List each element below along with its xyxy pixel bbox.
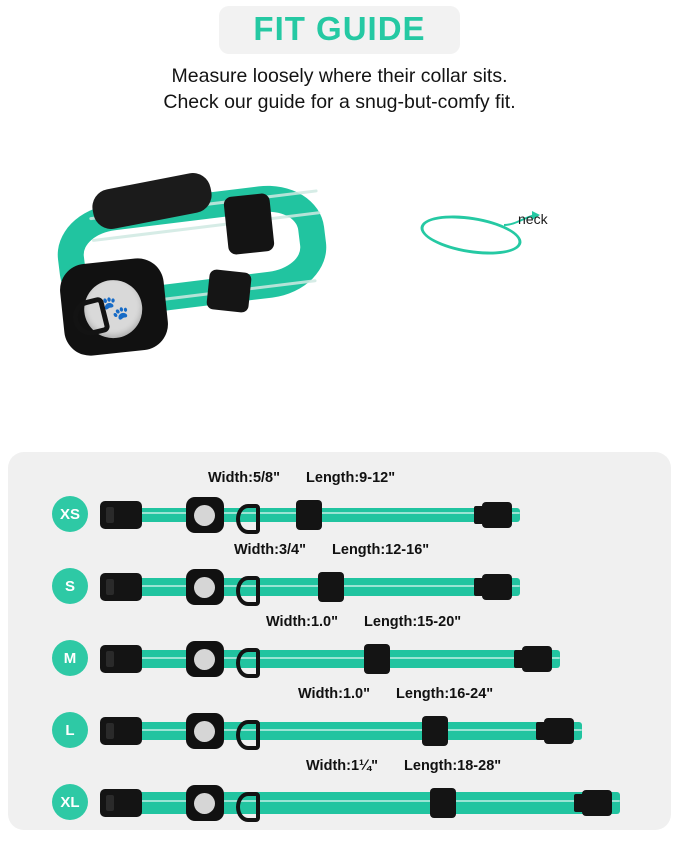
collar-strap — [100, 722, 582, 740]
size-length-m: Length:15-20" — [364, 614, 462, 630]
size-dims-xs — [208, 470, 417, 486]
collar-buckle — [100, 717, 142, 745]
airtag-holder — [186, 713, 224, 749]
dog-image — [352, 119, 668, 419]
d-ring-icon — [236, 504, 260, 534]
size-badge-xl: XL — [52, 784, 88, 820]
collar-buckle — [223, 193, 275, 255]
subtitle-line-2: Check our guide for a snug-but-comfy fit. — [163, 91, 516, 113]
d-ring-icon — [236, 792, 260, 822]
collar-slider — [296, 500, 322, 530]
collar-prong — [482, 574, 512, 600]
size-width-l: Width:1.0" — [298, 686, 370, 702]
collar-graphic-xl — [100, 786, 620, 820]
d-ring-icon — [236, 648, 260, 678]
reflective-stripe — [100, 729, 582, 731]
airtag-holder — [186, 785, 224, 821]
size-length-xl: Length:18-28" — [404, 758, 502, 774]
airtag-disc — [194, 793, 215, 814]
airtag-holder — [186, 569, 224, 605]
collar-buckle — [100, 645, 142, 673]
size-width-xl: Width:1¼" — [306, 758, 378, 774]
size-dims-s — [234, 542, 451, 558]
collar-strap — [100, 650, 560, 668]
dog-image-backdrop — [352, 119, 668, 419]
size-badge-s: S — [52, 568, 88, 604]
collar-prong — [582, 790, 612, 816]
size-length-xs: Length:9-12" — [306, 470, 396, 486]
collar-strap — [100, 792, 620, 814]
airtag-holder — [186, 497, 224, 533]
collar-graphic-xs — [100, 498, 520, 532]
collar-product-image — [30, 143, 350, 383]
title-pill — [219, 6, 459, 54]
size-length-l: Length:16-24" — [396, 686, 494, 702]
size-width-xs: Width:5/8" — [208, 470, 280, 486]
collar-prong — [544, 718, 574, 744]
size-dims-xl — [306, 758, 523, 774]
size-width-m: Width:1.0" — [266, 614, 338, 630]
collar-slider — [430, 788, 456, 818]
airtag-holder — [186, 641, 224, 677]
collar-slider — [422, 716, 448, 746]
size-row-xl — [8, 758, 671, 844]
size-badge-m: M — [52, 640, 88, 676]
size-length-s: Length:12-16" — [332, 542, 430, 558]
size-dims-l — [298, 686, 515, 702]
collar-slider — [364, 644, 390, 674]
neck-label: neck — [518, 211, 548, 227]
collar-graphic-s — [100, 570, 520, 604]
d-ring-icon — [236, 576, 260, 606]
airtag-disc — [194, 649, 215, 670]
collar-slider — [318, 572, 344, 602]
size-width-s: Width:3/4" — [234, 542, 306, 558]
photo-section — [0, 115, 679, 427]
airtag-disc — [194, 721, 215, 742]
airtag-holder — [57, 256, 170, 358]
collar-strap — [100, 578, 520, 596]
reflective-stripe — [100, 585, 520, 587]
collar-buckle — [100, 573, 142, 601]
collar-buckle — [100, 501, 142, 529]
collar-buckle — [100, 789, 142, 817]
reflective-stripe — [100, 657, 560, 659]
collar-graphic-m — [100, 642, 560, 676]
size-badge-xs: XS — [52, 496, 88, 532]
collar-prong — [522, 646, 552, 672]
collar-slider — [206, 269, 252, 313]
collar-prong — [482, 502, 512, 528]
airtag-disc — [194, 505, 215, 526]
d-ring-icon — [236, 720, 260, 750]
size-dims-m — [266, 614, 483, 630]
subtitle-line-1: Measure loosely where their collar sits. — [171, 65, 508, 87]
collar-graphic-l — [100, 714, 582, 748]
size-badge-l: L — [52, 712, 88, 748]
subtitle — [0, 63, 679, 115]
page-title: FIT GUIDE — [253, 10, 426, 47]
airtag-disc — [194, 577, 215, 598]
size-chart — [8, 452, 671, 830]
reflective-stripe — [100, 800, 620, 802]
paw-icon: 🐾 — [97, 293, 131, 324]
title-banner — [0, 0, 679, 54]
